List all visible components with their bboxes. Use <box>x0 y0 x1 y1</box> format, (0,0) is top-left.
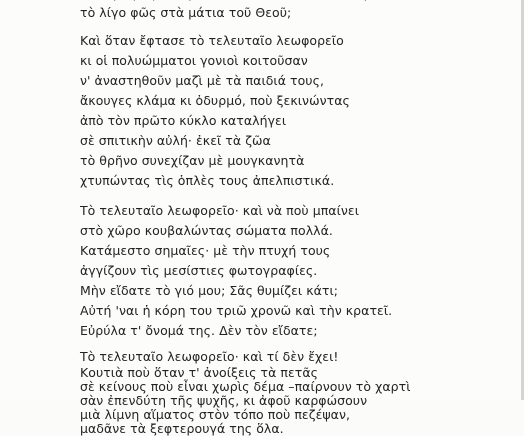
poem-line-10: Τὸ τελευταῖο λεωφορεῖο· καὶ νὰ ποὺ μπαίνει <box>80 203 359 218</box>
poem-line-13: ἀγγίζουν τὶς μεσίστιες φωτογραφίες. <box>80 263 318 278</box>
poem-line-5: ἄκουγες κλάμα κι ὀδυρμό, ποὺ ξεκινώντας <box>80 93 350 108</box>
poem-line-3: κι οἱ πολυώμματοι γονιοὶ κοιτοῦσαν <box>80 53 308 68</box>
poem-line-19: σὲ κείνους ποὺ εἶναι χωρὶς δέμα –παίρνουν τὸ χαρτὶ <box>80 379 411 394</box>
poem-line-2: Καὶ ὅταν ἔφτασε τὸ τελευταῖο λεωφορεῖο <box>80 33 344 48</box>
poem-line-1: τὸ λίγο φῶς στὰ μάτια τοῦ Θεοῦ; <box>80 5 292 20</box>
poem-line-18: Κουτιὰ ποὺ ὅταν τ' ἀνοίξεις τὰ πετᾶς <box>80 365 319 380</box>
poem-line-11: στὸ χῶρο κουβαλώντας σώματα πολλά. <box>80 223 333 238</box>
poem-line-6: ἀπὸ τὸν πρῶτο κύκλο καταλήγει <box>80 113 287 128</box>
poem-line-7: σὲ σπιτικὴν αὐλή· ἐκεῖ τὰ ζῶα <box>80 133 271 148</box>
poem-line-16: Εὐρύλα τ' ὄνομά της. Δὲν τὸν εἴδατε; <box>80 323 318 338</box>
poem-line-9: χτυπώντας τὶς ὁπλὲς τους ἀπελπιστικά. <box>80 173 335 188</box>
poem-line-14: Μὴν εἴδατε τὸ γιό μου; Σᾶς θυμίζει κάτι; <box>80 283 339 298</box>
poem-line-12: Κατάμεστο σημαῖες· μὲ τὴν πτυχή τους <box>80 243 331 258</box>
poem-line-17: Τὸ τελευταῖο λεωφορεῖο· καὶ τί δὲν ἔχει! <box>80 349 339 364</box>
poem-line-4: ν' ἀναστηθοῦν μαζὶ μὲ τὰ παιδιά τους, <box>80 73 324 88</box>
cut-off-top-line <box>80 0 475 1</box>
poem-line-15: Αὐτή 'ναι ἡ κόρη του τριῶ χρονῶ καὶ τὴν κρατεῖ. <box>80 303 393 318</box>
poem-line-20: σὰν ἐπενδύτη τῆς ψυχῆς, κι ἀφοῦ καρφώσουν <box>80 393 368 408</box>
poem-line-21: μιὰ λίμνη αἵματος στὸν τόπο ποὺ πεζέψαν, <box>80 407 351 422</box>
poem-line-22: μαδᾶνε τὰ ξεφτερουγά της ὅλα. <box>80 421 284 436</box>
poem-line-8: τὸ θρῆνο συνεχίζαν μὲ μουγκανητὰ <box>80 153 305 168</box>
